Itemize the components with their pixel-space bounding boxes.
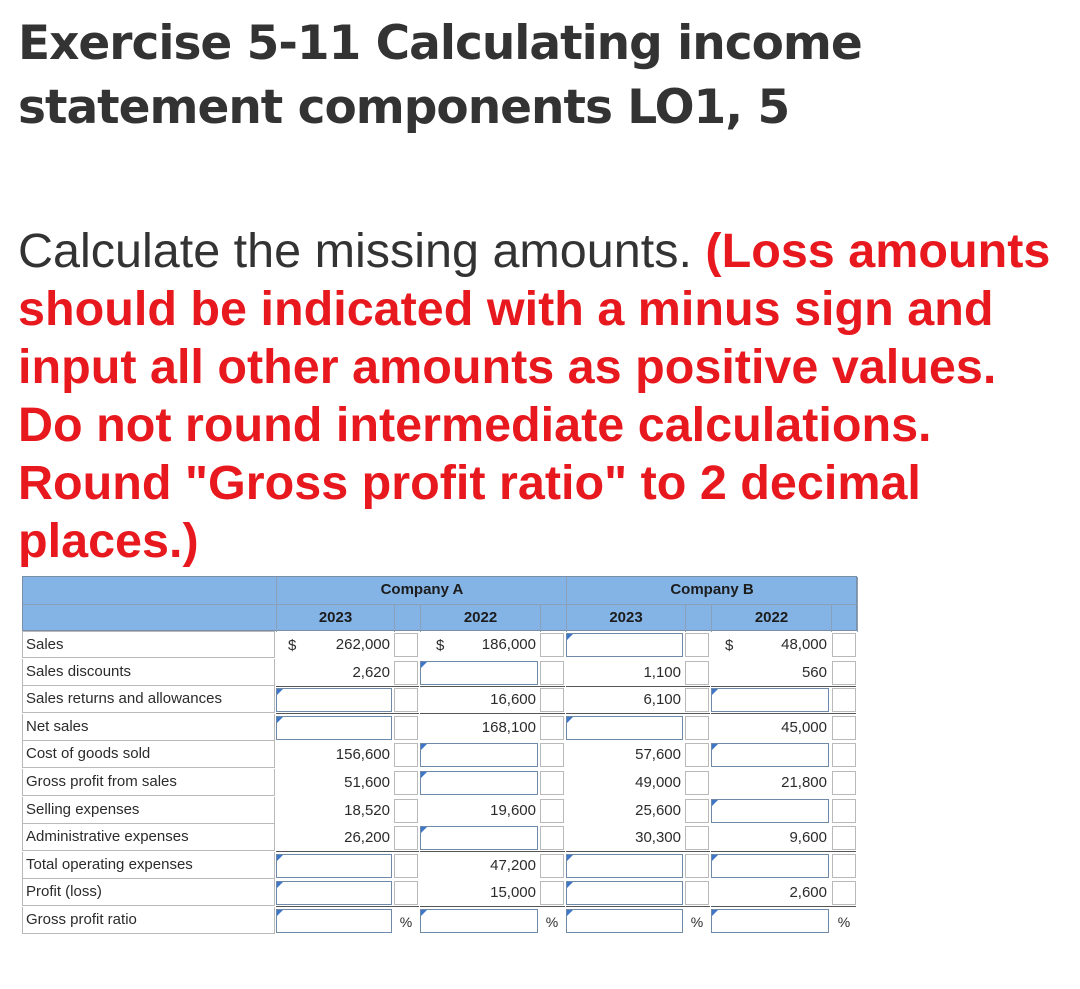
answer-input[interactable] [420,771,538,795]
value-cell: 9,600 [789,829,827,847]
empty-cell [540,716,564,740]
answer-input[interactable] [566,881,683,905]
empty-cell [540,826,564,850]
row-label: Administrative expenses [22,824,275,851]
table-row [22,686,857,713]
empty-cell [394,799,418,823]
company-b-header: Company B [670,581,754,598]
empty-cell [394,661,418,685]
currency-symbol: $ [725,637,734,654]
table-row [22,631,857,658]
empty-cell [394,771,418,795]
empty-cell [394,854,418,878]
value-cell: 168,100 [481,718,536,736]
row-label: Gross profit ratio [22,907,275,934]
percent-symbol: % [545,914,559,930]
empty-cell [685,826,709,850]
value-cell: 15,000 [490,884,536,902]
percent-symbol: % [690,914,704,930]
empty-cell [832,661,856,685]
row-label: Profit (loss) [22,879,275,906]
value-cell: 262,000 [335,636,390,653]
empty-cell [832,633,856,657]
table-row [22,907,857,934]
answer-input[interactable] [566,909,683,933]
empty-cell [540,661,564,685]
value-cell: 186,000 [481,636,536,653]
income-statement-table [22,576,857,935]
year-b-2023: 2023 [609,609,643,626]
answer-input[interactable] [711,854,829,878]
answer-input[interactable] [420,661,538,685]
table-row [22,797,857,824]
answer-input[interactable] [420,743,538,767]
empty-cell [832,854,856,878]
answer-input[interactable] [711,743,829,767]
answer-input[interactable] [276,716,392,740]
instructions [18,222,1073,570]
value-cell: 16,600 [490,691,536,709]
empty-cell [394,688,418,712]
empty-cell [685,881,709,905]
row-label: Selling expenses [22,797,275,824]
year-b-2022: 2022 [754,609,789,626]
empty-cell [685,633,709,657]
empty-cell [685,688,709,712]
page-title: Exercise 5-11 Calculating income statement components LO1, 5 [18,16,862,135]
answer-input[interactable] [711,909,829,933]
value-cell: 47,200 [490,856,536,874]
empty-cell [540,799,564,823]
answer-input[interactable] [420,826,538,850]
value-cell: 156,600 [335,746,390,764]
empty-cell [394,881,418,905]
empty-cell [540,688,564,712]
year-a-2022: 2022 [463,609,498,626]
value-cell: 25,600 [635,801,681,819]
answer-input[interactable] [276,909,392,933]
percent-symbol: % [399,914,413,930]
value-cell: 30,300 [635,829,681,847]
row-label: Gross profit from sales [22,769,275,796]
answer-input[interactable] [420,909,538,933]
value-cell: 560 [801,663,827,681]
empty-cell [832,743,856,767]
table-row [22,769,857,796]
currency-symbol: $ [288,637,297,654]
empty-cell [540,743,564,767]
empty-cell [540,771,564,795]
empty-cell [832,688,856,712]
value-cell: 19,600 [490,801,536,819]
table-row [22,852,857,879]
empty-cell [832,826,856,850]
answer-input[interactable] [566,854,683,878]
value-cell: 45,000 [781,718,827,736]
table-row [22,741,857,768]
year-a-2023: 2023 [318,609,353,626]
value-cell: 26,200 [344,829,390,847]
value-cell: 49,000 [635,774,681,791]
instructions-note: (Loss amounts should be indicated with a minus sign and input all other amounts as positive values. Do not round intermediate calculations. Round "Gross profit ratio" to 2 decimal places.) [18,224,1051,568]
row-label: Sales returns and allowances [22,686,275,713]
instructions-lead: Calculate the missing amounts. [18,224,692,278]
table-row [22,879,857,906]
value-cell: 21,800 [781,774,827,791]
table-row [22,824,857,851]
answer-input[interactable] [711,799,829,823]
row-label: Net sales [22,714,275,741]
empty-cell [832,881,856,905]
answer-input[interactable] [566,716,683,740]
row-label: Sales [22,631,275,658]
table-row [22,714,857,741]
row-label: Sales discounts [22,659,275,686]
value-cell: 1,100 [643,663,681,681]
value-cell: 2,620 [352,663,390,681]
empty-cell [685,799,709,823]
empty-cell [394,633,418,657]
empty-cell [540,633,564,657]
value-cell: 57,600 [635,746,681,764]
empty-cell [685,771,709,795]
empty-cell [685,716,709,740]
empty-cell [685,661,709,685]
answer-input[interactable] [566,633,683,657]
empty-cell [394,743,418,767]
answer-input[interactable] [276,688,392,712]
empty-cell [685,854,709,878]
value-cell: 48,000 [781,636,827,653]
row-label: Cost of goods sold [22,741,275,768]
value-cell: 2,600 [789,884,827,902]
currency-symbol: $ [436,637,445,654]
value-cell: 51,600 [344,774,390,791]
value-cell: 18,520 [344,801,390,819]
empty-cell [832,771,856,795]
percent-symbol: % [837,914,851,930]
value-cell: 6,100 [643,691,681,709]
row-label: Total operating expenses [22,852,275,879]
empty-cell [540,881,564,905]
empty-cell [540,854,564,878]
table-row [22,659,857,686]
empty-cell [394,826,418,850]
empty-cell [685,743,709,767]
answer-input[interactable] [276,881,392,905]
answer-input[interactable] [711,688,829,712]
empty-cell [832,716,856,740]
empty-cell [394,716,418,740]
table-header [22,576,857,631]
answer-input[interactable] [276,854,392,878]
company-a-header: Company A [380,581,464,598]
empty-cell [832,799,856,823]
